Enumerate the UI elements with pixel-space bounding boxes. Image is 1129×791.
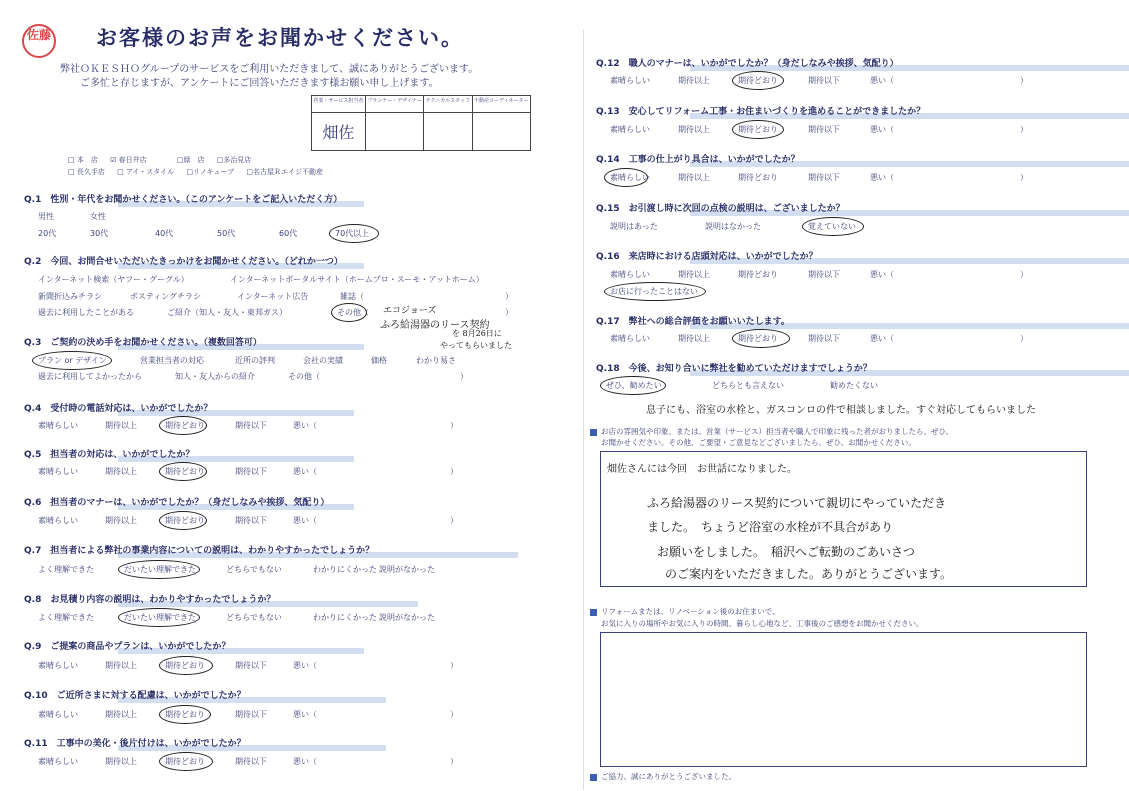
store-row-1: [68, 155, 261, 165]
answer-option[interactable]: ）: [450, 661, 458, 670]
answer-option[interactable]: ポスティングチラシ: [130, 292, 202, 301]
answer-option[interactable]: 過去に利用したことがある: [38, 308, 134, 317]
selected-answer-circle: [118, 560, 200, 579]
answer-option[interactable]: 説明がなかった: [379, 613, 435, 622]
answer-option[interactable]: 期待以下: [808, 125, 840, 134]
question-text: Q.2 今回、お問合せいただいたきっかけをお聞かせください。（どれか一つ）: [24, 257, 343, 267]
answer-option[interactable]: 期待以下: [808, 76, 840, 85]
comment-line-1: ふろ給湯器のリース契約について親切にやっていただき: [647, 496, 947, 510]
question-text: Q.10 ご近所さまに対する配慮は、いかがでしたか？: [24, 691, 246, 701]
answer-option[interactable]: インターネット検索（ヤフー・グーグル）: [38, 275, 189, 284]
question-text: Q.5 担当者の対応は、いかがでしたか？: [24, 450, 195, 460]
answer-option[interactable]: 70代以上: [335, 229, 370, 238]
answer-option[interactable]: 悪い（: [870, 125, 894, 134]
answer-option[interactable]: 期待以上: [678, 125, 710, 134]
store-option[interactable]: □多治見店: [216, 156, 252, 164]
answer-option[interactable]: 悪い（: [293, 516, 317, 525]
comment-box-b[interactable]: [600, 632, 1087, 767]
answer-option[interactable]: 勧めたくない: [830, 381, 878, 390]
selected-answer-circle: [118, 608, 200, 627]
answer-option[interactable]: 期待以下: [235, 467, 267, 476]
answer-option[interactable]: 期待どおり: [738, 334, 778, 343]
answer-option[interactable]: わかりにくかった: [313, 613, 377, 622]
staff-value[interactable]: [365, 113, 423, 151]
answer-option[interactable]: 期待以上: [105, 516, 137, 525]
comment-box-a[interactable]: [600, 451, 1087, 587]
answer-option[interactable]: 期待どおり: [738, 270, 778, 279]
answer-option[interactable]: 過去に利用してよかったから: [38, 372, 142, 381]
q2-handwriting-3: を 8月26日に: [452, 329, 502, 338]
selected-answer-circle: [159, 511, 207, 530]
answer-option[interactable]: 説明がなかった: [379, 565, 435, 574]
question-text: Q.1 性別・年代をお聞かせください。（このアンケートをご記入いただく方）: [24, 195, 343, 205]
answer-option[interactable]: 期待どおり: [165, 516, 205, 525]
staff-header: 不動産コーディネーター: [472, 96, 530, 113]
answer-option[interactable]: 素晴らしい: [38, 661, 78, 670]
answer-option[interactable]: ）: [1020, 270, 1028, 279]
answer-option[interactable]: よく理解できた: [38, 613, 94, 622]
answer-option[interactable]: だいたい理解できた: [124, 613, 196, 622]
answer-option[interactable]: ）: [1020, 125, 1028, 134]
selected-answer-circle: [604, 282, 706, 301]
store-option[interactable]: □ 本 店: [68, 156, 98, 164]
answer-option[interactable]: 期待以下: [808, 173, 840, 182]
selected-answer-circle: [32, 351, 112, 370]
selected-answer-circle: [159, 656, 213, 675]
answer-option[interactable]: ）: [505, 308, 513, 317]
answer-option[interactable]: 30代: [90, 229, 109, 238]
selected-answer-circle: [802, 217, 864, 236]
answer-option[interactable]: ）: [505, 292, 513, 301]
answer-option[interactable]: 女性: [90, 212, 106, 221]
q2-handwriting-4: やってもらいました: [440, 341, 512, 350]
answer-option[interactable]: わかりにくかった: [313, 565, 377, 574]
answer-option[interactable]: 60代: [279, 229, 298, 238]
staff-value[interactable]: [424, 113, 472, 151]
answer-option[interactable]: ）: [450, 467, 458, 476]
section-b-text-2: お気に入りの場所やお気に入りの時間、暮らし心地など、工事後のご感想をお聞かせください。: [601, 619, 924, 628]
answer-option[interactable]: 素晴らしい: [38, 421, 78, 430]
section-a-text-2: お聞かせください。その他、ご要望・ご意見などございましたら、ぜひ、お聞かせください。: [601, 438, 916, 447]
answer-option[interactable]: 悪い（: [293, 710, 317, 719]
answer-option[interactable]: インターネットポータルサイト（ホームプロ・スーモ・アットホーム）: [230, 275, 484, 284]
answer-option[interactable]: 覚えていない: [808, 222, 856, 231]
selected-answer-circle: [732, 120, 784, 139]
answer-option[interactable]: 期待どおり: [165, 421, 205, 430]
selected-answer-circle: [331, 303, 367, 322]
answer-option[interactable]: 素晴らしい: [38, 467, 78, 476]
answer-option[interactable]: 期待以上: [105, 421, 137, 430]
question-text: Q.9 ご提案の商品やプランは、いかがでしたか？: [24, 642, 231, 652]
answer-option[interactable]: 素晴らしい: [610, 334, 650, 343]
selected-answer-circle: [600, 376, 666, 395]
answer-option[interactable]: 期待以上: [105, 467, 137, 476]
answer-option[interactable]: 期待以上: [105, 757, 137, 766]
section-b-text-1: [590, 606, 780, 617]
bullet-icon: [590, 774, 597, 781]
answer-option[interactable]: よく理解できた: [38, 565, 94, 574]
answer-option[interactable]: 期待以下: [808, 270, 840, 279]
answer-option[interactable]: 悪い（: [870, 270, 894, 279]
answer-option[interactable]: その他（: [288, 372, 320, 381]
answer-option[interactable]: プラン or デザイン: [38, 356, 107, 365]
answer-option[interactable]: 近所の評判: [235, 356, 275, 365]
store-row-2: [68, 167, 333, 177]
store-option[interactable]: □ 長久手店: [68, 168, 105, 176]
answer-option[interactable]: 期待どおり: [165, 661, 205, 670]
selected-answer-circle: [329, 224, 379, 243]
question-text: Q.17 弊社への総合評価をお願いいたします。: [596, 317, 790, 327]
footer-thanks: [590, 771, 736, 782]
comment-name: 畑佐さんには今回 お世話になりました。: [607, 464, 797, 475]
question-text: Q.11 工事中の美化・後片付けは、いかがでしたか？: [24, 739, 246, 749]
answer-option[interactable]: インターネット広告: [237, 292, 309, 301]
question-text: Q.4 受付時の電話対応は、いかがでしたか？: [24, 404, 213, 414]
bullet-icon: [590, 429, 597, 436]
question-text: Q.18 今後、お知り合いに弊社を勧めていただけますでしょうか？: [596, 364, 872, 374]
answer-option[interactable]: どちらとも言えない: [712, 381, 784, 390]
answer-option[interactable]: ）: [1020, 76, 1028, 85]
answer-option[interactable]: 悪い（: [293, 467, 317, 476]
answer-option[interactable]: ご紹介（知人・友人・東邦ガス）: [167, 308, 287, 317]
answer-option[interactable]: 期待以下: [235, 757, 267, 766]
answer-option[interactable]: 素晴らしい: [38, 516, 78, 525]
section-b-label: リフォームまたは、リノベーション後のお住まいで、: [601, 607, 780, 616]
answer-option[interactable]: 悪い（: [870, 173, 894, 182]
staff-value[interactable]: [472, 113, 530, 151]
answer-option[interactable]: 素晴らしい: [610, 76, 650, 85]
comment-line-4: のご案内をいただきました。ありがとうございます。: [665, 567, 953, 581]
answer-option[interactable]: 悪い（: [870, 76, 894, 85]
q2-handwriting-2: ふろ給湯器のリース契約: [380, 320, 490, 331]
page-divider: [583, 30, 584, 790]
answer-option[interactable]: 悪い（: [870, 334, 894, 343]
question-text: Q.6 担当者のマナーは、いかがでしたか？（身だしなみや挨拶、気配り）: [24, 498, 330, 508]
answer-option[interactable]: 会社の実績: [303, 356, 343, 365]
answer-option[interactable]: ）: [450, 516, 458, 525]
selected-answer-circle: [159, 416, 207, 435]
answer-option[interactable]: 悪い（: [293, 757, 317, 766]
q18-handwriting: 息子にも、浴室の水栓と、ガスコンロの件で相談しました。すぐ対応してもらいました: [646, 405, 1036, 416]
answer-option[interactable]: 期待以上: [678, 76, 710, 85]
selected-answer-circle: [732, 71, 784, 90]
selected-answer-circle: [159, 752, 213, 771]
answer-option[interactable]: 期待以上: [678, 270, 710, 279]
answer-option[interactable]: 期待以下: [808, 334, 840, 343]
store-option[interactable]: □名古屋Ｒエイジ不動産: [246, 168, 323, 176]
answer-option[interactable]: 40代: [155, 229, 174, 238]
answer-option[interactable]: 素晴らしい: [38, 757, 78, 766]
answer-option[interactable]: 営業担当者の対応: [140, 356, 204, 365]
answer-option[interactable]: 悪い（: [293, 661, 317, 670]
selected-answer-circle: [159, 705, 211, 724]
answer-option[interactable]: お店に行ったことはない: [610, 287, 698, 296]
store-option[interactable]: □ アイ・スタイル: [117, 168, 175, 176]
answer-option[interactable]: 男性: [38, 212, 54, 221]
answer-option[interactable]: 説明はなかった: [705, 222, 761, 231]
answer-option[interactable]: 期待どおり: [738, 173, 778, 182]
answer-option[interactable]: 雑誌（: [340, 292, 364, 301]
answer-option[interactable]: ）: [1020, 173, 1028, 182]
answer-option[interactable]: 期待どおり: [165, 710, 205, 719]
staff-table: [311, 95, 531, 151]
answer-option[interactable]: 期待以下: [235, 516, 267, 525]
answer-option[interactable]: ）: [1020, 334, 1028, 343]
seal-stamp: 佐藤: [22, 24, 56, 58]
question-text: Q.16 来店時における店頭対応は、いかがでしたか？: [596, 252, 818, 262]
answer-option[interactable]: 期待どおり: [738, 125, 778, 134]
answer-option[interactable]: 期待以上: [678, 173, 710, 182]
question-text: Q.12 職人のマナーは、いかがでしたか？（身だしなみや挨拶、気配り）: [596, 59, 899, 69]
answer-option[interactable]: 素晴らしい: [610, 270, 650, 279]
page-title: お客様のお声をお聞かせください。: [96, 26, 464, 50]
intro-line-2: ご多忙と存じますが、アンケートにご回答いただきます様お願い申し上げます。: [80, 78, 439, 89]
staff-header: 営業・サービス担当者: [312, 96, 366, 113]
answer-option[interactable]: 悪い（: [293, 421, 317, 430]
answer-option[interactable]: ぜひ、勧めたい: [606, 381, 662, 390]
comment-line-3: お願いをしました。 稲沢へご転勤のごあいさつ: [657, 545, 916, 559]
answer-option[interactable]: その他（: [337, 308, 369, 317]
answer-option[interactable]: ）: [450, 710, 458, 719]
comment-line-2: ました。 ちょうど浴室の水栓が不具合があり: [647, 520, 894, 534]
question-text: Q.14 工事の仕上がり具合は、いかがでしたか？: [596, 155, 800, 165]
answer-option[interactable]: 価格: [371, 356, 387, 365]
footer-label: ご協力、誠にありがとうございました。: [601, 772, 736, 781]
answer-option[interactable]: ）: [450, 421, 458, 430]
store-option[interactable]: ☑ 春日井店: [110, 156, 147, 164]
staff-header: プランナー・デザイナー: [365, 96, 423, 113]
answer-option[interactable]: ）: [450, 757, 458, 766]
answer-option[interactable]: 期待以上: [105, 710, 137, 719]
question-text: Q.15 お引渡し時に次回の点検の説明は、ございましたか？: [596, 204, 845, 214]
question-text: Q.3 ご契約の決め手をお聞かせください。（複数回答可）: [24, 338, 262, 348]
answer-option[interactable]: 期待どおり: [165, 757, 205, 766]
answer-option[interactable]: 期待以下: [235, 421, 267, 430]
answer-option[interactable]: 期待以上: [678, 334, 710, 343]
answer-option[interactable]: 期待以下: [235, 661, 267, 670]
selected-answer-circle: [732, 329, 790, 348]
section-a-text-1: [590, 426, 953, 437]
store-option[interactable]: □緑 店: [176, 156, 205, 164]
answer-option[interactable]: 期待以下: [235, 710, 267, 719]
answer-option[interactable]: どちらでもない: [226, 613, 282, 622]
staff-header: テクニカルスタッフ: [424, 96, 472, 113]
bullet-icon: [590, 609, 597, 616]
selected-answer-circle: [604, 168, 648, 187]
answer-option[interactable]: 期待どおり: [165, 467, 205, 476]
answer-option[interactable]: 素晴らしい: [610, 173, 650, 182]
answer-option[interactable]: 新聞折込みチラシ: [38, 292, 102, 301]
answer-option[interactable]: だいたい理解できた: [124, 565, 196, 574]
answer-option[interactable]: 期待以上: [105, 661, 137, 670]
question-text: Q.8 お見積り内容の説明は、わかりやすかったでしょうか？: [24, 595, 276, 605]
q2-handwriting-1: エコジョーズ: [383, 306, 437, 316]
staff-value[interactable]: 畑佐: [312, 113, 366, 151]
answer-option[interactable]: 知人・友人からの紹介: [175, 372, 255, 381]
answer-option[interactable]: ）: [460, 372, 468, 381]
section-a-label: お店の雰囲気や印象、または、営業（サービス）担当者や職人で印象に残った者がおりましたら、ぜひ、: [601, 427, 954, 436]
answer-option[interactable]: 素晴らしい: [38, 710, 78, 719]
answer-option[interactable]: 20代: [38, 229, 57, 238]
answer-option[interactable]: 説明はあった: [610, 222, 658, 231]
store-option[interactable]: □リノキューブ: [186, 168, 235, 176]
question-text: Q.13 安心してリフォーム工事・お住まいづくりを進めることができましたか？: [596, 107, 926, 117]
intro-line-1: 弊社ＯＫＥＳＨＯグループのサービスをご利用いただきまして、誠にありがとうございます。: [60, 64, 479, 75]
answer-option[interactable]: 50代: [217, 229, 236, 238]
answer-option[interactable]: 期待どおり: [738, 76, 778, 85]
question-text: Q.7 担当者による弊社の事業内容についての説明は、わかりやすかったでしょうか？: [24, 546, 375, 556]
answer-option[interactable]: 素晴らしい: [610, 125, 650, 134]
answer-option[interactable]: どちらでもない: [226, 565, 282, 574]
selected-answer-circle: [159, 462, 207, 481]
answer-option[interactable]: わかり易さ: [416, 356, 456, 365]
